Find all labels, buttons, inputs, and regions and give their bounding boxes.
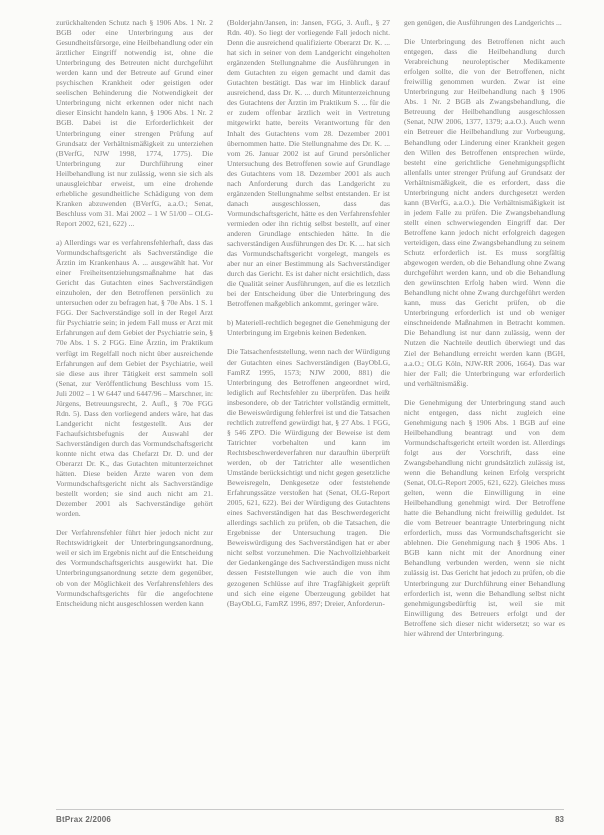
page-number: 83 [555, 815, 564, 824]
text-column-middle [227, 18, 390, 808]
paragraph: a) Allerdings war es verfahrensfehlerhaft, dass das Vormundschaftsgericht als Sachverständige die Ärztin im Krankenhaus A. ... ausgewählt hat. Vor einer Freiheitsentziehungsmaßnahme hat das Gericht das Gutachten eines Sachverständigen einzuholen, der den Betroffenen persönlich zu untersuchen oder zu befragen hat, § 70e Abs. 1 S. 1 FGG. Der Sachverständige soll in der Regel Arzt für Psychiatrie sein; in jedem Fall muss er Arzt mit Erfahrungen auf dem Gebiet der Psychiatrie sein, § 70e Abs. 1 S. 2 FGG. Eine Ärztin, im Praktikum verfügt im Regelfall noch nicht über ausreichende Erfahrungen auf dem Gebiet der Psychiatrie, weil sie diese aus ihrer Tätigkeit erst sammeln soll (Senat, zur Veröffentlichung Beschluss vom 15. Juli 2002 – 1 W 6447 und 6447/96 – Marschner, in: Jürgens, Betreuungsrecht, 2. Aufl., § 70e FGG Rdn. 5). Dass den vorliegend anders wäre, hat das Landgericht nicht festgestellt. Aus der Fachaufsichtsbefugnis der Auswahl der Sachverständigen durch das Vormundschaftsgericht konnte nicht etwa das Chefarzt Dr. D. und der Oberarzt Dr. K., das Gutachten mitunterzeichnet hätten. Diese beiden Ärzte waren von dem Vormundschaftsgericht nicht als Sachverständige bestellt worden; sie sind auch nicht am 21. Dezember 2001 als Sachverständige gehört worden. [56, 237, 213, 519]
page-footer [0, 813, 604, 829]
paragraph: Die Unterbringung des Betroffenen nicht auch entgegen, dass die Heilbehandlung durch Verabreichung neuroleptischer Medikamente erfolgen sollte, die von der Betroffenen, nicht freiwillig genommen wurden. Zwar ist eine Unterbringung zur Heilbehandlung nach § 1906 Abs. 1 Nr. 2 BGB als Zwangsbehandlung, die Betreuung der Heilbehandlung ausgeschlossen (Senat, NJW 2006, 1377, 1379; a.a.O.). Auch wenn ein Betreuer die Heilbehandlung zur Vorbeugung, Behandlung oder Linderung einer Krankheit gegen den Willen des Betroffenen entsprechen würde, besteht eine gerichtliche Genehmigungspflicht allenfalls unter strenger Prüfung auf Grundsatz der Verhältnismäßigkeit, die es erfordert, dass die Unterbringung nicht anders durchgesetzt werden kann (BVerfG, a.a.O.). Die Verhältnismäßigkeit ist in jedem Falle zu prüfen. Die Zwangsbehandlung stellt einen schwerwiegenden Eingriff dar. Der Betroffene kann jedoch nicht erfolgreich dagegen verteidigen, dass eine Zwangsbehandlung zu seinem Schutz erforderlich ist. Es muss sorgfältig abgewogen werden, ob die Behandlung ohne Zwang durchgeführt werden kann, und ob die Behandlung den gewünschten Erfolg haben wird. Wenn die Behandlung nicht ohne Zwang durchgeführt werden kann, muss das Gericht prüfen, ob die Unterbringung erforderlich ist und ob weniger einschneidende Maßnahmen in Betracht kommen. Die Behandlung ist nur dann zulässig, wenn der Nutzen die Nachteile deutlich überwiegt und das Ziel der Behandlung erreicht werden kann (BGH, a.a.O.; OLG Köln, NJW-RR 2006, 1664). Das war hier der Fall; die Unterbringung war erforderlich und verhältnismäßig. [404, 37, 565, 388]
footer-divider [56, 809, 564, 810]
paragraph: zurückhaltenden Schutz nach § 1906 Abs. 1 Nr. 2 BGB oder eine Unterbringung aus der Gesundheitsfürsorge, eine Heilbehandlung oder ein ärztlicher Eingriff notwendig ist, ohne die Unterbringung des Betreuten nicht durchgeführt werden kann und der Betreute auf Grund einer psychischen Krankheit oder geistigen oder seelischen Behinderung die Notwendigkeit der Unterbringung nicht erkennen oder nicht nach dieser Einsicht handeln kann, § 1906 Abs. 1 Nr. 2 BGB. Dabei ist die Erforderlichkeit der Unterbringung einer strengen Prüfung auf Grundsatz der Verhältnismäßigkeit zu unterziehen (BVerfG, NJW 1998, 1774, 1775). Die Unterbringung zur Durchführung einer Heilbehandlung ist nur zulässig, wenn sie sich als unausgleichbar erweist, um eine drohende erhebliche gesundheitliche Schädigung von dem Kranken abzuwenden (BVerfG, a.a.O.; Senat, Beschluss vom 31. Mai 2002 – 1 W 51/00 – OLG-Report 2002, 621, 622) ... [56, 18, 213, 228]
text-column-right [404, 18, 565, 808]
paragraph: Die Genehmigung der Unterbringung stand auch nicht entgegen, dass nicht zugleich eine Genehmigung nach § 1906 Abs. 1 BGB auf eine Heilbehandlung beantragt und von dem Vormundschaftsgericht erteilt worden ist. Allerdings folgt aus der Vorschrift, dass eine Zwangsbehandlung nicht grundsätzlich zulässig ist, wenn die Behandlung keinen Erfolg verspricht (Senat, OLG-Report 2005, 621, 622). Gleiches muss gelten, wenn die Einwilligung in eine Heilbehandlung genehmigt wird. Der Betroffene hatte die Behandlung nicht freiwillig geduldet. Ist die vom Betreuer beantragte Unterbringung nicht erforderlich, muss das Vormundschaftsgericht sie ablehnen. Die Genehmigung nach § 1906 Abs. 1 BGB kann nicht mit der Anordnung einer Behandlung verbunden werden, wenn sie nicht zulässig ist. Das Gericht hat jedoch zu prüfen, ob die Unterbringung zur Durchführung einer Behandlung erforderlich ist, wenn die Behandlung selbst nicht genehmigungsbedürftig ist, weil sie mit Einwilligung des Betreuers erfolgt und der Betroffene sich dieser nicht widersetzt; so war es hier während der Unterbringung. [404, 397, 565, 638]
paragraph: b) Materiell-rechtlich begegnet die Genehmigung der Unterbringung im Ergebnis keinen Bedenken. [227, 318, 390, 338]
text-column-left [56, 18, 213, 808]
paragraph: gen genügen, die Ausführungen des Landgerichts ... [404, 18, 562, 27]
paragraph: Die Tatsachenfeststellung, wenn nach der Würdigung der Gutachten eines Sachverständigen (BayObLG, FamRZ 1995, 1573; NJW 2000, 881) die Unterbringung des Betroffenen angeordnet wird, lediglich auf Rechtsfehler zu überprüfen. Das heißt insbesondere, ob der Tatrichter vollständig ermittelt, die Beweiswürdigung fehlerfrei ist und die Tatsachen rechtlich zutreffend gewürdigt hat, § 27 Abs. 1 FGG, § 546 ZPO. Die Würdigung der Beweise ist dem Tatrichter vorbehalten und kann im Rechtsbeschwerdeverfahren nur daraufhin überprüft werden, ob der Tatrichter alle wesentlichen Umstände berücksichtigt und nicht gegen gesetzliche Beweisregeln, Denkgesetze oder feststehende Erfahrungssätze verstoßen hat (Senat, OLG-Report 2005, 621, 622). Bei der Würdigung des Gutachtens eines Sachverständigen hat das Beschwerdegericht allerdings sachlich zu prüfen, ob die Tatsachen, die Ergebnisse der Untersuchung tragen. Die Beweiswürdigung des Sachverständigen hat er aber nicht selbst vorzunehmen. Die Nachvollziehbarkeit der Gedankengänge des Sachverständigen muss nicht dessen Feststellungen wie auch die von ihm gezogenen Schlüsse auf ihre Tragfähigkeit geprüft und sich eine eigene Überzeugung gebildet hat (BayObLG, FamRZ 1996, 897; Dreier, Anforderun- [227, 347, 390, 608]
paragraph: (Bolderjahn/Jansen, in: Jansen, FGG, 3. Aufl., § 27 Rdn. 40). So liegt der vorliegende Fall jedoch nicht. Denn die ausreichend qualifizierte Oberarzt Dr. K. ... hat sich in seiner von dem Landgericht eingeholten ergänzenden Stellungnahme die Ausführungen in dem Gutachten zu eigen gemacht und damit das Gutachten bestätigt. Das war im Hinblick darauf ausreichend, dass Dr. K. ... durch Mitunterzeichnung des Gutachtens der Ärztin im Praktikum S. ... für die er zudem offenbar ärztlich weit in Vertretung mitgewirkt hatte, bereits Verantwortung für den Inhalt des Gutachtens vom 28. Dezember 2001 übernommen hatte. Die Stellungnahme des Dr. K. ... vom 26. Januar 2002 ist auf Grund persönlicher Untersuchung des Betroffenen sowie auf Grundlage des Gutachtens vom 18. Dezember 2001 als auch nach Anforderung durch das Landgericht zu ergänzenden Stellungnahme selbst entstanden. Er ist danach ausgeschlossen, dass das Vormundschaftsgericht, hätte es den Verfahrensfehler vermieden oder ihn richtig selbst bestellt, auf einer anderen Grundlage entschieden hätte. In die sachverständigen Ausführungen des Dr. K. ... hat sich das Vormundschaftsgericht vorgelegt, mangels es aber nur an einer Bestimmung als Sachverständiger durch das Gericht. Es ist daher nicht ersichtlich, dass die Qualität seiner Ausführungen, auf die es letztlich bei der Entscheidung über die Unterbringung des Betroffenen maßgeblich ankommt, geringer wäre. [227, 18, 390, 309]
journal-issue: BtPrax 2/2006 [56, 815, 112, 824]
paragraph: Der Verfahrensfehler führt hier jedoch nicht zur Rechtswidrigkeit der Unterbringungsanordnung, weil er sich im Ergebnis nicht auf die Entscheidung des Vormundschaftsgerichts ausgewirkt hat. Die Unterbringungsanordnung setzte dem gegenüber, ob von der Möglichkeit des Verfahrensfehlers des Vormundschaftsgerichts für die angefochtene Entscheidung nicht ausgeschlossen werden kann [56, 528, 213, 608]
